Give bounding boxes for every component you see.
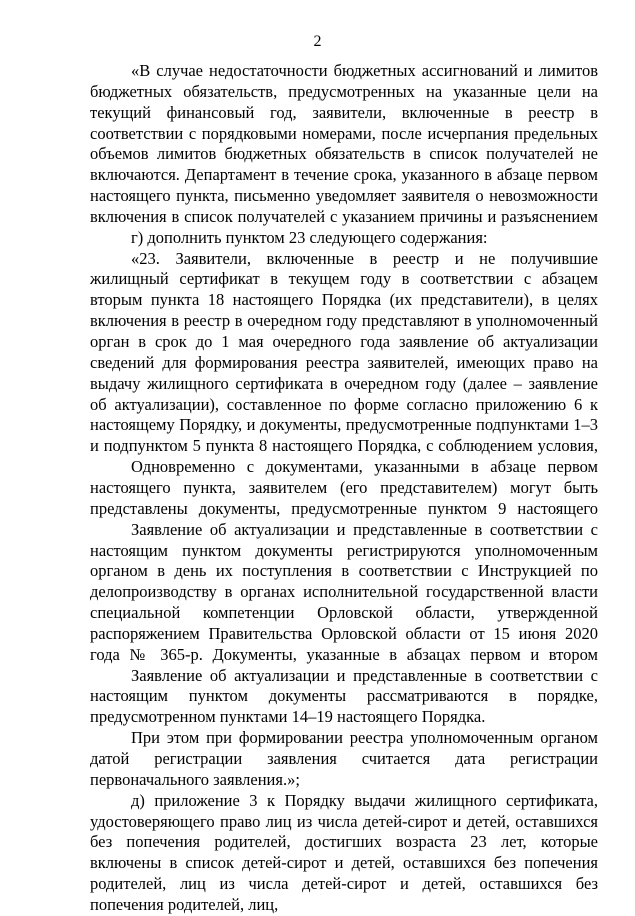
page-number: 2 bbox=[313, 33, 322, 50]
paragraph-registration: Заявление об актуализации и представленные в соответствии с настоящим пунктом документы регистрируются уполномоченным органом в день их поступления в соответствии с Инструкцией по делопроизводству в органах исполнительной государственной власти специальной компетенции Орловской области, утвержденной распоряжением Правительства Орловской области от 15 июня 2020 года № 365-р. Документы, указанные в абзацах первом и втором bbox=[90, 519, 598, 664]
paragraph-budget-shortfall: «В случае недостаточности бюджетных ассигнований и лимитов бюджетных обязательств, предусмотренных на указанные цели на текущий финансовый год, заявители, включенные в реестр в соответствии с порядковыми номерами, после исчерпания предельных объемов лимитов бюджетных обязательств в список получателей не включаются. Департамент в течение срока, указанного в абзаце первом настоящего пункта, письменно уведомляет заявителя о невозможности включения в список получателей с указанием причины и разъяснением bbox=[90, 61, 598, 226]
paragraph-point-23: «23. Заявители, включенные в реестр и не получившие жилищный сертификат в текущем году в соответствии с абзацем вторым пункта 18 настоящего Порядка (их представители), в целях включения в реестр в очередном году представляют в уполномоченный орган в срок до 1 мая очередного года заявление об актуализации сведений для формирования реестра заявителей, имеющих право на выдачу жилищного сертификата в очередном году (далее – заявление об актуализации), составленное по форме согласно приложению 6 к настоящему Порядку, и документы, предусмотренные подпунктами 1–3 и подпунктом 5 пункта 8 настоящего Порядка, с соблюдением условия, bbox=[90, 248, 598, 456]
paragraph-registration-date: При этом при формировании реестра уполномоченным органом датой регистрации заявления считается дата регистрации первоначального заявления.»; bbox=[90, 728, 598, 789]
document-body bbox=[90, 61, 598, 916]
paragraph-additional-documents: Одновременно с документами, указанными в абзаце первом настоящего пункта, заявителем (его представителем) могут быть представлены документы, предусмотренные пунктом 9 настоящего bbox=[90, 457, 598, 518]
paragraph-amendment-d: д) приложение 3 к Порядку выдачи жилищного сертификата, удостоверяющего право лиц из числа детей-сирот и детей, оставшихся без попечения родителей, достигших возраста 23 лет, которые включены в список детей-сирот и детей, оставшихся без попечения родителей, лиц из числа детей-сирот и детей, оставшихся без попечения родителей, лиц, bbox=[90, 790, 598, 914]
paragraph-amendment-g: г) дополнить пунктом 23 следующего содержания: bbox=[131, 227, 488, 247]
paragraph-review-procedure: Заявление об актуализации и представленные в соответствии с настоящим пунктом документы рассматриваются в порядке, предусмотренном пунктами 14–19 настоящего Порядка. bbox=[90, 665, 598, 727]
